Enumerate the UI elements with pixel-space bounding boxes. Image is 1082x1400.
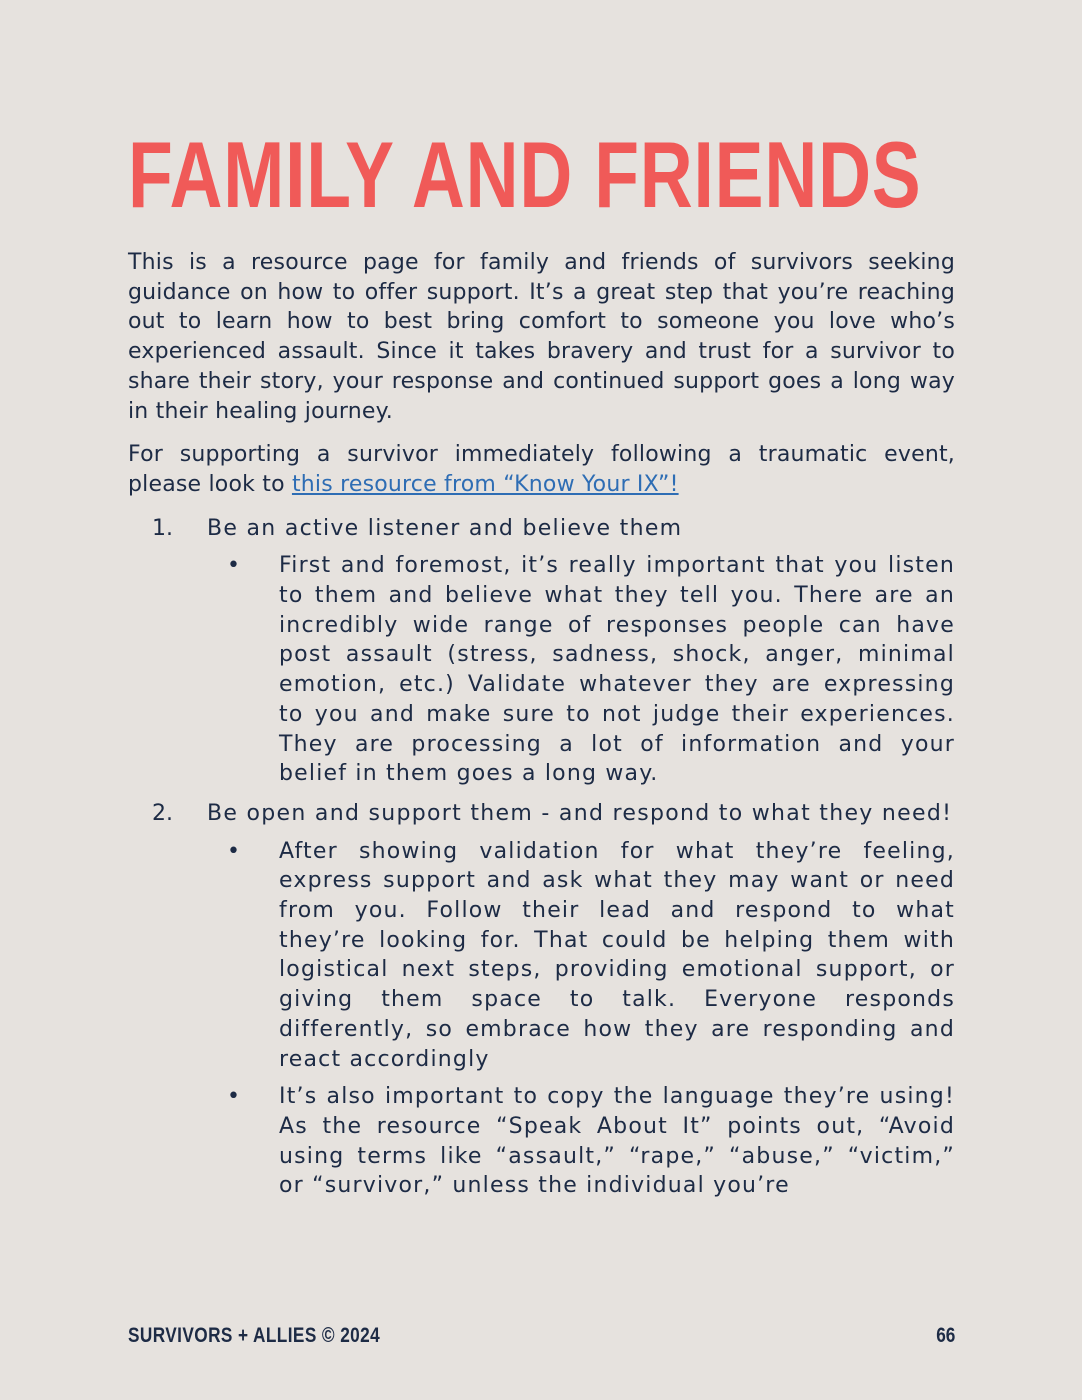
step-number: 1. <box>152 515 173 541</box>
step-item-2 <box>128 799 955 1201</box>
step-2-bullets <box>207 837 955 1201</box>
know-your-ix-link[interactable]: this resource from “Know Your IX”! <box>291 471 679 497</box>
step-1-bullets <box>207 551 955 789</box>
page-number: 66 <box>935 1324 955 1347</box>
bullet-text: After showing validation for what they’re feeling, express support and ask what they may want or need from you. Follow their lead and respond to what they’re looking for. That could be helping them with logistical next steps, providing emotional support, or giving them space to talk. Everyone responds differently, so embrace how they are responding and react accordingly <box>279 838 955 1072</box>
resource-paragraph <box>128 440 955 499</box>
bullet-item <box>207 837 955 1075</box>
bullet-dot-icon: • <box>227 553 240 579</box>
footer-copyright: SURVIVORS + ALLIES © 2024 <box>128 1324 381 1347</box>
step-item-1 <box>128 514 955 789</box>
title-wrap <box>128 122 955 227</box>
intro-paragraph: This is a resource page for family and friends of survivors seeking guidance on how to offer support. It’s a great step that you’re reaching out to learn how to best bring comfort to someone you love who’s experienced assault. Since it takes bravery and trust for a survivor to share their story, your response and continued support goes a long way in their healing journey. <box>128 250 955 424</box>
bullet-text: It’s also important to copy the language they’re using! As the resource “Speak About It” points out, “Avoid using terms like “assault,” “rape,” “abuse,” “victim,” or “survivor,” unless the individual you’re <box>279 1084 955 1199</box>
step-title: Be an active listener and believe them <box>207 515 683 541</box>
step-number: 2. <box>152 800 173 826</box>
step-title: Be open and support them - and respond to what they need! <box>207 800 953 826</box>
page-title: FAMILY AND FRIENDS <box>128 122 922 227</box>
page-content <box>128 120 955 1211</box>
bullet-item <box>207 1082 955 1201</box>
bullet-item <box>207 551 955 789</box>
bullet-dot-icon: • <box>227 1084 240 1110</box>
bullet-dot-icon: • <box>227 838 240 864</box>
steps-list <box>128 514 955 1201</box>
resource-text: For supporting a survivor immediately following a traumatic event, please look to <box>128 442 955 497</box>
bullet-text: First and foremost, it’s really important that you listen to them and believe what they tell you. There are an incredibly wide range of responses people can have post assault (stress, sadness, shock, anger, minimal emotion, etc.) Validate whatever they are expressing to you and make sure to not judge their experiences. They are processing a lot of information and your belief in them goes a long way. <box>279 553 955 787</box>
